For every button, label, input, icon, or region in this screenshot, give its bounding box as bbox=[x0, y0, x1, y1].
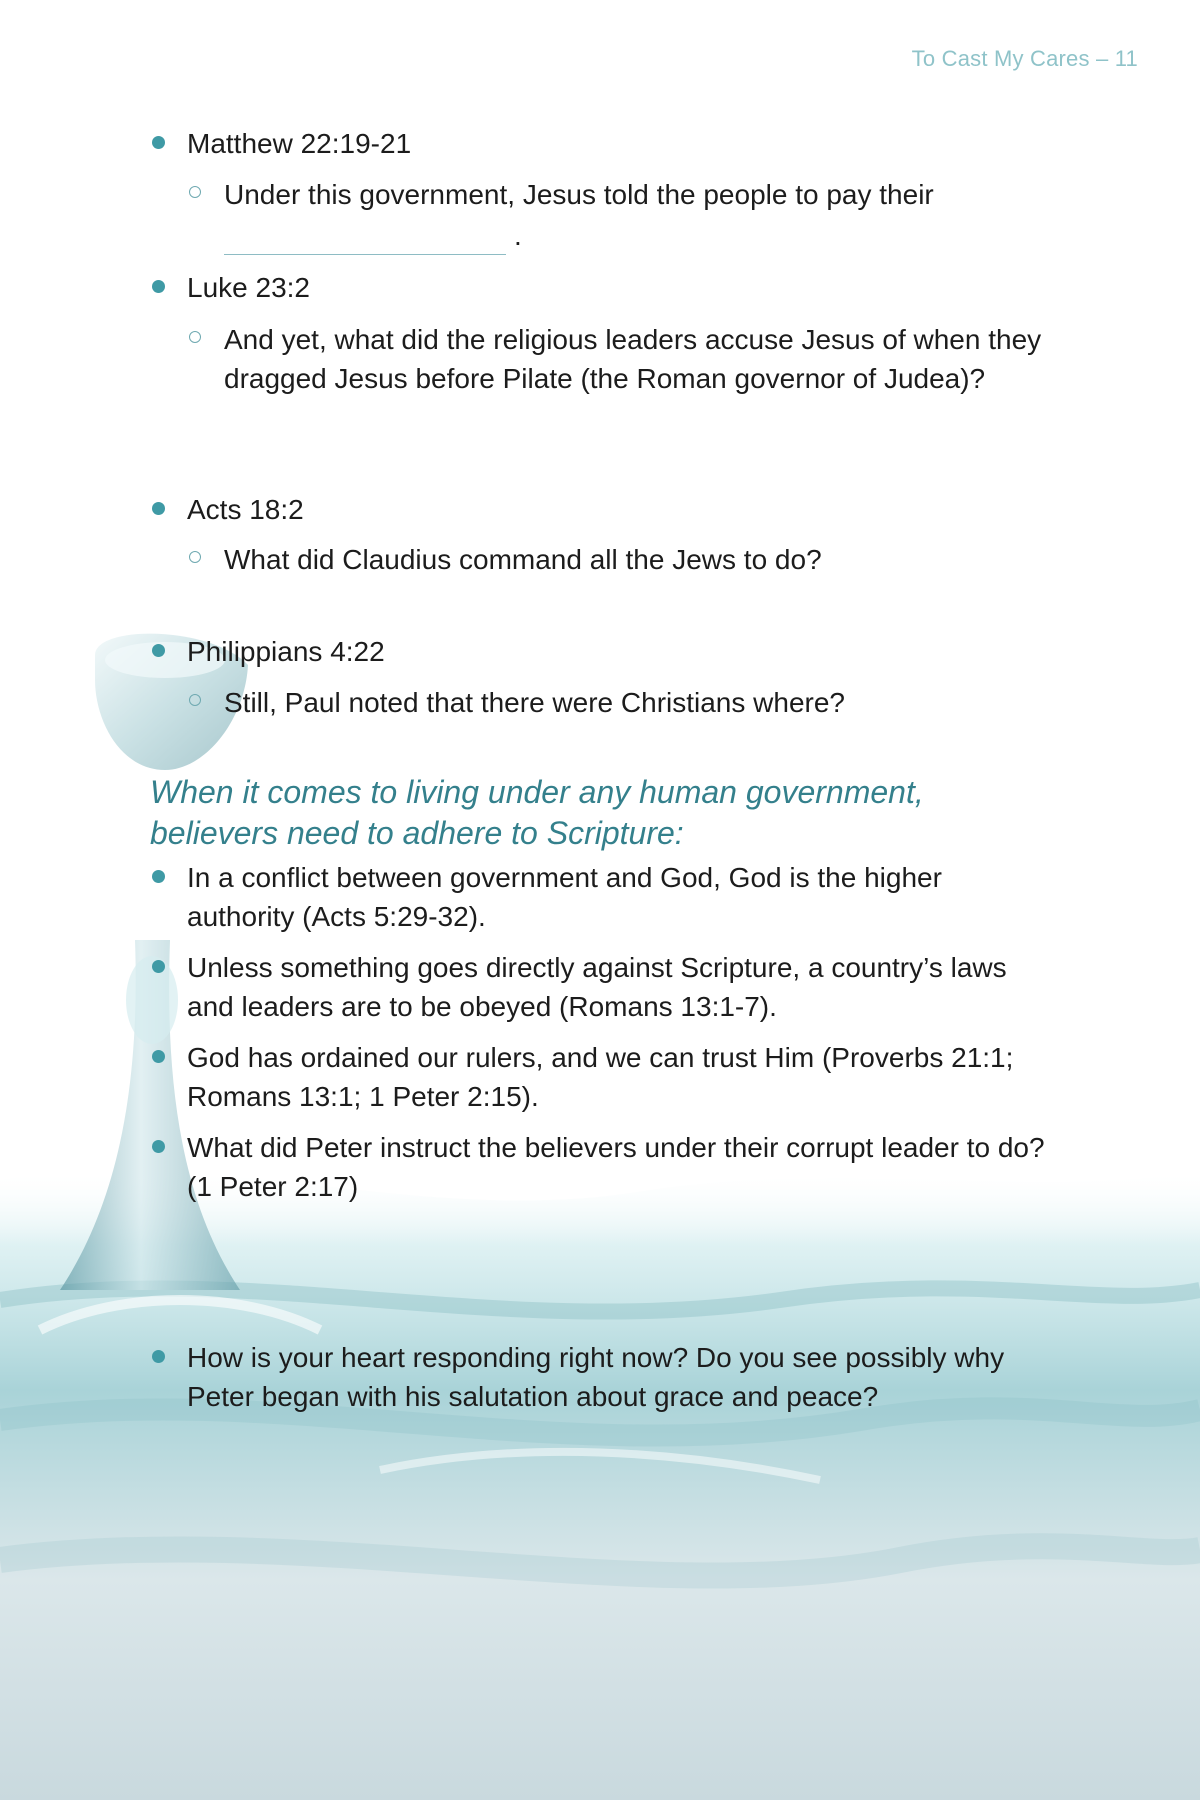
bullet-icon bbox=[152, 644, 165, 657]
list-item-authority bbox=[150, 858, 1050, 936]
sub-item-philippians bbox=[186, 683, 1046, 722]
bullet-icon bbox=[152, 502, 165, 515]
bullet-icon bbox=[152, 280, 165, 293]
bullet-icon bbox=[152, 136, 165, 149]
sub-item-luke bbox=[186, 320, 1046, 398]
bullet-icon bbox=[152, 1140, 165, 1153]
point-text: God has ordained our rulers, and we can trust Him (Proverbs 21:1; Romans 13:1; 1 Peter 2:15). bbox=[187, 1042, 1014, 1112]
circle-bullet-icon bbox=[189, 331, 201, 343]
list-item-trust-god bbox=[150, 1038, 1050, 1116]
point-text: In a conflict between government and God, God is the higher authority (Acts 5:29-32). bbox=[187, 862, 942, 932]
point-text: Unless something goes directly against Scripture, a country’s laws and leaders are to be obeyed (Romans 13:1-7). bbox=[187, 952, 1007, 1022]
bullet-icon bbox=[152, 1050, 165, 1063]
question-text: And yet, what did the religious leaders accuse Jesus of when they dragged Jesus before Pilate (the Roman governor of Judea)? bbox=[224, 324, 1042, 394]
circle-bullet-icon bbox=[189, 186, 201, 198]
circle-bullet-icon bbox=[189, 694, 201, 706]
scripture-reference: Acts 18:2 bbox=[187, 494, 304, 525]
bullet-icon bbox=[152, 1350, 165, 1363]
running-header: To Cast My Cares – 11 bbox=[911, 46, 1138, 71]
section-heading: When it comes to living under any human government, believers need to adhere to Scripture: bbox=[150, 774, 924, 851]
list-item-acts bbox=[150, 490, 1050, 529]
list-item-luke bbox=[150, 268, 1050, 307]
question-text: Still, Paul noted that there were Christians where? bbox=[224, 687, 845, 718]
sub-item-matthew bbox=[186, 175, 1046, 255]
list-item-philippians bbox=[150, 632, 1050, 671]
scripture-reference: Philippians 4:22 bbox=[187, 636, 385, 667]
list-item-heart-response bbox=[150, 1338, 1050, 1416]
list-item-matthew bbox=[150, 124, 1050, 163]
fill-in-blank[interactable] bbox=[224, 228, 506, 255]
bullet-icon bbox=[152, 960, 165, 973]
point-text: How is your heart responding right now? Do you see possibly why Peter began with his salutation about grace and peace? bbox=[187, 1342, 1005, 1412]
list-item-obey-laws bbox=[150, 948, 1050, 1026]
point-text: What did Peter instruct the believers under their corrupt leader to do? (1 Peter 2:17) bbox=[187, 1132, 1045, 1202]
sub-item-acts bbox=[186, 540, 1046, 579]
list-item-peter-instruction bbox=[150, 1128, 1050, 1206]
bullet-icon bbox=[152, 870, 165, 883]
scripture-reference: Matthew 22:19-21 bbox=[187, 128, 412, 159]
question-text: What did Claudius command all the Jews to do? bbox=[224, 544, 822, 575]
scripture-reference: Luke 23:2 bbox=[187, 272, 310, 303]
blank-period: . bbox=[514, 220, 522, 251]
question-text: Under this government, Jesus told the people to pay their bbox=[224, 179, 934, 210]
circle-bullet-icon bbox=[189, 551, 201, 563]
